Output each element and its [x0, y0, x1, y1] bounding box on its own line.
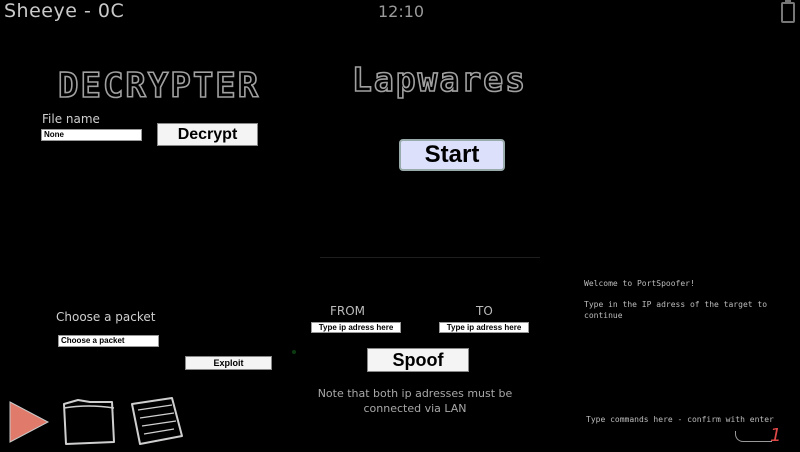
info-line-2: Type in the IP adress of the target to continue: [584, 300, 768, 320]
folder-icon[interactable]: [60, 396, 118, 448]
to-ip-input[interactable]: Type ip adress here: [439, 322, 529, 333]
packet-select[interactable]: Choose a packet: [58, 335, 159, 347]
from-ip-input[interactable]: Type ip adress here: [311, 322, 401, 333]
notes-icon[interactable]: [128, 396, 186, 448]
play-icon[interactable]: [8, 400, 50, 444]
lan-note: Note that both ip adresses must be connected via LAN: [317, 387, 513, 415]
divider: [320, 257, 540, 258]
spoof-button[interactable]: Spoof: [367, 348, 469, 372]
to-label: TO: [476, 304, 493, 318]
exploit-button[interactable]: Exploit: [185, 356, 272, 370]
start-button[interactable]: Start: [399, 139, 505, 171]
status-dot: [292, 350, 296, 354]
app-title: Lapwares: [352, 60, 527, 99]
window-title: Sheeye - 0C: [4, 0, 125, 22]
notification-count[interactable]: 1: [770, 425, 782, 446]
battery-icon: [781, 2, 795, 23]
clock: 12:10: [378, 2, 425, 21]
from-label: FROM: [330, 304, 366, 318]
decrypt-button[interactable]: Decrypt: [157, 123, 258, 146]
decrypter-title: DECRYPTER: [58, 66, 261, 106]
command-input[interactable]: Type commands here - confirm with enter: [586, 415, 774, 424]
info-line-1: Welcome to PortSpoofer!: [584, 279, 695, 288]
notification-swoop: [735, 431, 772, 442]
file-name-label: File name: [42, 112, 100, 126]
choose-packet-label: Choose a packet: [56, 310, 156, 324]
file-name-input[interactable]: None: [41, 129, 142, 141]
